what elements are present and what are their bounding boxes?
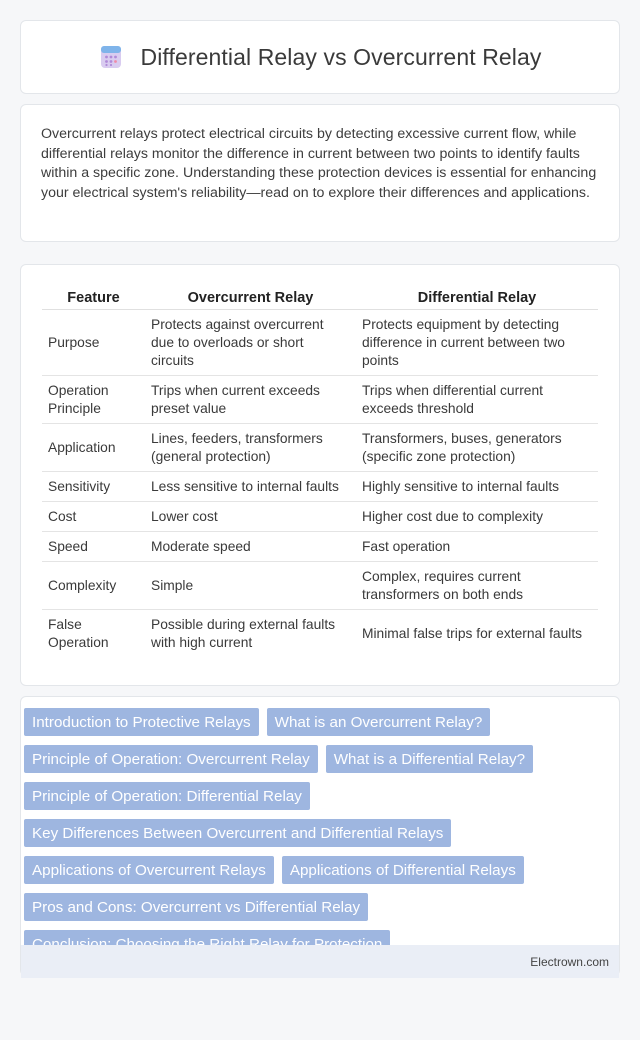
differential-cell: Fast operation	[356, 532, 598, 562]
overcurrent-cell: Protects against overcurrent due to overloads or short circuits	[145, 310, 356, 376]
overcurrent-cell: Lower cost	[145, 502, 356, 532]
header-differential: Differential Relay	[356, 285, 598, 310]
differential-cell: Highly sensitive to internal faults	[356, 472, 598, 502]
differential-cell: Transformers, buses, generators (specific zone protection)	[356, 424, 598, 472]
table-row	[42, 472, 598, 502]
table-row	[42, 376, 598, 424]
overcurrent-cell: Less sensitive to internal faults	[145, 472, 356, 502]
topic-links	[24, 708, 616, 958]
feature-cell: Application	[42, 424, 145, 472]
feature-cell: Purpose	[42, 310, 145, 376]
topic-links-card	[20, 696, 620, 976]
feature-cell: Complexity	[42, 562, 145, 610]
differential-cell: Higher cost due to complexity	[356, 502, 598, 532]
feature-cell: Operation Principle	[42, 376, 145, 424]
page-title: Differential Relay vs Overcurrent Relay	[140, 43, 542, 70]
topic-link-principle-overcurrent[interactable]: Principle of Operation: Overcurrent Relay	[24, 745, 318, 773]
calculator-icon	[98, 44, 124, 70]
intro-paragraph: Overcurrent relays protect electrical circuits by detecting excessive current flow, while differential relays monitor the difference in current between two points to identify faults within a specific zone. Understanding these protection devices is essential for enhancing your electrical system's reliability—read on to explore their differences and applications.	[41, 126, 597, 201]
overcurrent-cell: Lines, feeders, transformers (general protection)	[145, 424, 356, 472]
table-header-row	[42, 285, 598, 310]
overcurrent-cell: Possible during external faults with high current	[151, 617, 336, 650]
topic-link-principle-differential[interactable]: Principle of Operation: Differential Relay	[24, 782, 310, 810]
topic-link-introduction[interactable]: Introduction to Protective Relays	[24, 708, 259, 736]
feature-cell: Sensitivity	[42, 472, 145, 502]
title-card	[20, 20, 620, 94]
table-row	[42, 562, 598, 610]
differential-cell: Trips when differential current exceeds threshold	[356, 376, 598, 424]
differential-cell: Minimal false trips for external faults	[362, 626, 583, 641]
footer-site[interactable]: Electrown.com	[530, 954, 609, 969]
topic-link-what-is-overcurrent[interactable]: What is an Overcurrent Relay?	[267, 708, 491, 736]
header-overcurrent: Overcurrent Relay	[145, 285, 356, 310]
table-row	[42, 532, 598, 562]
feature-cell: Cost	[42, 502, 145, 532]
topic-link-applications-differential[interactable]: Applications of Differential Relays	[282, 856, 524, 884]
overcurrent-cell: Trips when current exceeds preset value	[145, 376, 356, 424]
topic-link-applications-overcurrent[interactable]: Applications of Overcurrent Relays	[24, 856, 274, 884]
comparison-table-card	[20, 264, 620, 686]
table-row	[42, 502, 598, 532]
comparison-table	[42, 285, 598, 657]
feature-cell: Speed	[42, 532, 145, 562]
table-row	[42, 310, 598, 376]
feature-cell: False Operation	[48, 617, 109, 650]
header-feature: Feature	[42, 285, 145, 310]
overcurrent-cell: Moderate speed	[145, 532, 356, 562]
table-row	[42, 424, 598, 472]
differential-cell: Protects equipment by detecting difference in current between two points	[356, 310, 598, 376]
topic-link-key-differences[interactable]: Key Differences Between Overcurrent and Differential Relays	[24, 819, 451, 847]
table-row	[42, 610, 598, 658]
topic-link-pros-cons[interactable]: Pros and Cons: Overcurrent vs Differential Relay	[24, 893, 368, 921]
footer	[21, 945, 619, 978]
intro-card	[20, 104, 620, 242]
topic-link-what-is-differential[interactable]: What is a Differential Relay?	[326, 745, 533, 773]
overcurrent-cell: Simple	[145, 562, 356, 610]
differential-cell: Complex, requires current transformers on both ends	[356, 562, 598, 610]
